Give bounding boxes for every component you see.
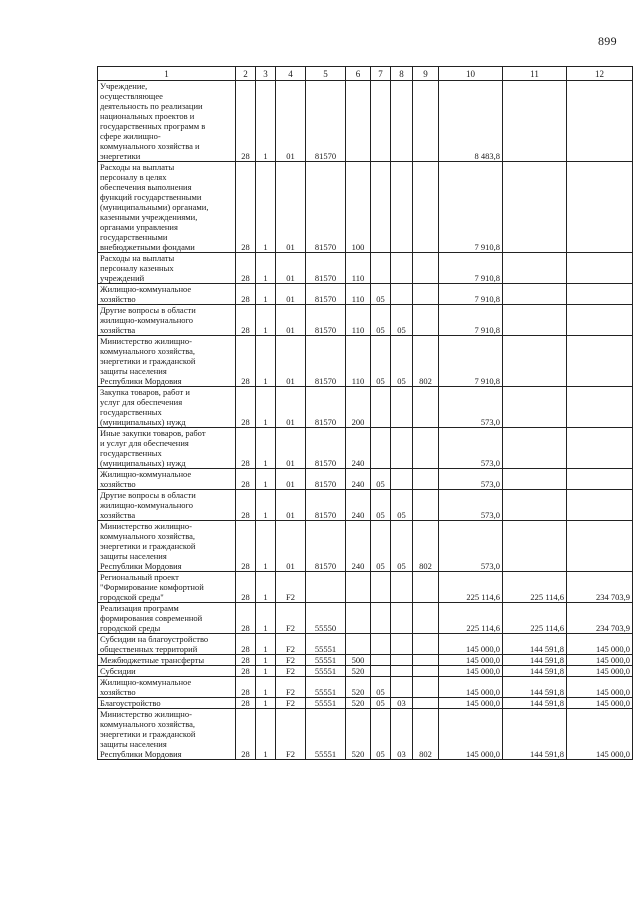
cell-c7: 05 bbox=[371, 490, 391, 521]
cell-c9 bbox=[413, 284, 439, 305]
cell-c9 bbox=[413, 490, 439, 521]
cell-c6: 110 bbox=[346, 305, 371, 336]
cell-c10: 7 910,8 bbox=[439, 253, 503, 284]
cell-c8: 05 bbox=[391, 521, 413, 572]
cell-c7: 05 bbox=[371, 677, 391, 698]
cell-c2: 28 bbox=[236, 81, 256, 162]
cell-c7: 05 bbox=[371, 305, 391, 336]
cell-c10: 225 114,6 bbox=[439, 603, 503, 634]
cell-c3: 1 bbox=[256, 490, 276, 521]
row-label: Реализация программ формирования современной городской среды bbox=[98, 603, 236, 634]
cell-c11 bbox=[503, 387, 567, 428]
cell-c6: 520 bbox=[346, 677, 371, 698]
cell-c8 bbox=[391, 387, 413, 428]
cell-c12: 145 000,0 bbox=[567, 655, 633, 666]
cell-c11 bbox=[503, 428, 567, 469]
column-header: 6 bbox=[346, 67, 371, 81]
cell-c8 bbox=[391, 655, 413, 666]
cell-c3: 1 bbox=[256, 284, 276, 305]
cell-c3: 1 bbox=[256, 387, 276, 428]
cell-c11 bbox=[503, 81, 567, 162]
cell-c5: 81570 bbox=[306, 521, 346, 572]
column-header: 8 bbox=[391, 67, 413, 81]
cell-c6 bbox=[346, 572, 371, 603]
cell-c6: 500 bbox=[346, 655, 371, 666]
cell-c12 bbox=[567, 162, 633, 253]
cell-c10: 145 000,0 bbox=[439, 666, 503, 677]
cell-c8: 05 bbox=[391, 305, 413, 336]
cell-c2: 28 bbox=[236, 336, 256, 387]
cell-c9 bbox=[413, 162, 439, 253]
cell-c3: 1 bbox=[256, 698, 276, 709]
cell-c12 bbox=[567, 81, 633, 162]
cell-c9: 802 bbox=[413, 336, 439, 387]
cell-c10: 225 114,6 bbox=[439, 572, 503, 603]
cell-c10: 145 000,0 bbox=[439, 698, 503, 709]
cell-c6: 200 bbox=[346, 387, 371, 428]
table-row bbox=[98, 162, 633, 253]
cell-c5: 55551 bbox=[306, 709, 346, 760]
cell-c10: 573,0 bbox=[439, 490, 503, 521]
page-number: 899 bbox=[598, 34, 617, 48]
cell-c8 bbox=[391, 253, 413, 284]
cell-c11: 144 591,8 bbox=[503, 698, 567, 709]
cell-c9 bbox=[413, 603, 439, 634]
cell-c11 bbox=[503, 469, 567, 490]
row-label: Министерство жилищно- коммунального хозяйства, энергетики и гражданской защиты населения Республики Мордовия bbox=[98, 336, 236, 387]
row-label: Министерство жилищно- коммунального хозяйства, энергетики и гражданской защиты населения Республики Мордовия bbox=[98, 521, 236, 572]
cell-c5: 81570 bbox=[306, 490, 346, 521]
cell-c8 bbox=[391, 162, 413, 253]
cell-c4: F2 bbox=[276, 666, 306, 677]
cell-c4: 01 bbox=[276, 521, 306, 572]
cell-c3: 1 bbox=[256, 253, 276, 284]
cell-c9 bbox=[413, 387, 439, 428]
cell-c3: 1 bbox=[256, 521, 276, 572]
cell-c6 bbox=[346, 603, 371, 634]
cell-c11 bbox=[503, 284, 567, 305]
cell-c6: 110 bbox=[346, 336, 371, 387]
column-header: 4 bbox=[276, 67, 306, 81]
cell-c11: 144 591,8 bbox=[503, 634, 567, 655]
cell-c10: 573,0 bbox=[439, 521, 503, 572]
cell-c8 bbox=[391, 677, 413, 698]
cell-c9 bbox=[413, 655, 439, 666]
row-label: Жилищно-коммунальное хозяйство bbox=[98, 284, 236, 305]
cell-c8 bbox=[391, 81, 413, 162]
row-label: Закупка товаров, работ и услуг для обеспечения государственных (муниципальных) нужд bbox=[98, 387, 236, 428]
cell-c9: 802 bbox=[413, 709, 439, 760]
cell-c2: 28 bbox=[236, 572, 256, 603]
row-label: Региональный проект "Формирование комфортной городской среды" bbox=[98, 572, 236, 603]
cell-c4: 01 bbox=[276, 253, 306, 284]
row-label: Жилищно-коммунальное хозяйство bbox=[98, 677, 236, 698]
table-row bbox=[98, 677, 633, 698]
cell-c10: 573,0 bbox=[439, 469, 503, 490]
cell-c6: 100 bbox=[346, 162, 371, 253]
table-row bbox=[98, 521, 633, 572]
cell-c2: 28 bbox=[236, 698, 256, 709]
cell-c2: 28 bbox=[236, 162, 256, 253]
table-row bbox=[98, 572, 633, 603]
cell-c10: 145 000,0 bbox=[439, 677, 503, 698]
table-row bbox=[98, 666, 633, 677]
cell-c11 bbox=[503, 521, 567, 572]
cell-c8 bbox=[391, 428, 413, 469]
row-label: Учреждение, осуществляющее деятельность по реализации национальных проектов и государственных программ в сфере жилищно- коммунального хозяйства и энергетики bbox=[98, 81, 236, 162]
cell-c7 bbox=[371, 162, 391, 253]
cell-c11 bbox=[503, 305, 567, 336]
cell-c8: 05 bbox=[391, 336, 413, 387]
cell-c6 bbox=[346, 634, 371, 655]
cell-c12 bbox=[567, 336, 633, 387]
cell-c11: 225 114,6 bbox=[503, 572, 567, 603]
cell-c10: 7 910,8 bbox=[439, 305, 503, 336]
cell-c12 bbox=[567, 305, 633, 336]
cell-c3: 1 bbox=[256, 634, 276, 655]
cell-c12 bbox=[567, 284, 633, 305]
cell-c5: 55551 bbox=[306, 666, 346, 677]
cell-c8 bbox=[391, 469, 413, 490]
cell-c4: F2 bbox=[276, 603, 306, 634]
cell-c9 bbox=[413, 698, 439, 709]
cell-c10: 145 000,0 bbox=[439, 709, 503, 760]
cell-c7 bbox=[371, 655, 391, 666]
column-header: 11 bbox=[503, 67, 567, 81]
cell-c12: 234 703,9 bbox=[567, 603, 633, 634]
cell-c8 bbox=[391, 666, 413, 677]
cell-c8 bbox=[391, 603, 413, 634]
cell-c8: 03 bbox=[391, 709, 413, 760]
cell-c11: 144 591,8 bbox=[503, 655, 567, 666]
row-label: Иные закупки товаров, работ и услуг для обеспечения государственных (муниципальных) нужд bbox=[98, 428, 236, 469]
cell-c12 bbox=[567, 428, 633, 469]
table-row bbox=[98, 336, 633, 387]
cell-c3: 1 bbox=[256, 81, 276, 162]
cell-c7 bbox=[371, 81, 391, 162]
cell-c4: 01 bbox=[276, 387, 306, 428]
cell-c5: 55551 bbox=[306, 698, 346, 709]
cell-c11: 144 591,8 bbox=[503, 666, 567, 677]
table-row bbox=[98, 490, 633, 521]
cell-c4: 01 bbox=[276, 490, 306, 521]
cell-c4: F2 bbox=[276, 698, 306, 709]
cell-c3: 1 bbox=[256, 469, 276, 490]
column-header: 7 bbox=[371, 67, 391, 81]
cell-c12: 145 000,0 bbox=[567, 698, 633, 709]
row-label: Расходы на выплаты персоналу казенных учреждений bbox=[98, 253, 236, 284]
cell-c5: 81570 bbox=[306, 284, 346, 305]
cell-c9 bbox=[413, 677, 439, 698]
cell-c5: 81570 bbox=[306, 81, 346, 162]
cell-c6: 240 bbox=[346, 490, 371, 521]
budget-table bbox=[97, 66, 633, 760]
cell-c2: 28 bbox=[236, 655, 256, 666]
row-label: Субсидии на благоустройство общественных территорий bbox=[98, 634, 236, 655]
table-row bbox=[98, 469, 633, 490]
cell-c12 bbox=[567, 253, 633, 284]
column-header: 5 bbox=[306, 67, 346, 81]
cell-c11 bbox=[503, 162, 567, 253]
cell-c5: 55551 bbox=[306, 677, 346, 698]
cell-c12 bbox=[567, 521, 633, 572]
cell-c6: 520 bbox=[346, 698, 371, 709]
table-row bbox=[98, 253, 633, 284]
cell-c5: 81570 bbox=[306, 253, 346, 284]
cell-c4: 01 bbox=[276, 336, 306, 387]
cell-c10: 573,0 bbox=[439, 428, 503, 469]
table-row bbox=[98, 655, 633, 666]
cell-c2: 28 bbox=[236, 603, 256, 634]
cell-c3: 1 bbox=[256, 655, 276, 666]
cell-c11: 144 591,8 bbox=[503, 709, 567, 760]
cell-c8: 03 bbox=[391, 698, 413, 709]
row-label: Субсидии bbox=[98, 666, 236, 677]
cell-c8: 05 bbox=[391, 490, 413, 521]
cell-c3: 1 bbox=[256, 603, 276, 634]
cell-c6: 110 bbox=[346, 253, 371, 284]
cell-c7: 05 bbox=[371, 336, 391, 387]
cell-c7: 05 bbox=[371, 698, 391, 709]
table-row bbox=[98, 387, 633, 428]
cell-c11 bbox=[503, 336, 567, 387]
cell-c9 bbox=[413, 572, 439, 603]
table-row bbox=[98, 709, 633, 760]
cell-c9 bbox=[413, 666, 439, 677]
cell-c12 bbox=[567, 469, 633, 490]
cell-c4: 01 bbox=[276, 469, 306, 490]
cell-c3: 1 bbox=[256, 666, 276, 677]
cell-c12: 145 000,0 bbox=[567, 709, 633, 760]
cell-c2: 28 bbox=[236, 305, 256, 336]
cell-c2: 28 bbox=[236, 666, 256, 677]
cell-c7 bbox=[371, 428, 391, 469]
cell-c2: 28 bbox=[236, 253, 256, 284]
table-body bbox=[98, 81, 633, 760]
cell-c9: 802 bbox=[413, 521, 439, 572]
row-label: Другие вопросы в области жилищно-коммунального хозяйства bbox=[98, 305, 236, 336]
cell-c10: 7 910,8 bbox=[439, 284, 503, 305]
cell-c3: 1 bbox=[256, 677, 276, 698]
cell-c3: 1 bbox=[256, 709, 276, 760]
cell-c5: 55551 bbox=[306, 655, 346, 666]
cell-c7: 05 bbox=[371, 709, 391, 760]
cell-c4: F2 bbox=[276, 572, 306, 603]
row-label: Межбюджетные трансферты bbox=[98, 655, 236, 666]
cell-c4: F2 bbox=[276, 634, 306, 655]
cell-c6: 240 bbox=[346, 469, 371, 490]
cell-c4: F2 bbox=[276, 655, 306, 666]
cell-c9 bbox=[413, 81, 439, 162]
cell-c5: 81570 bbox=[306, 336, 346, 387]
table-row bbox=[98, 603, 633, 634]
column-header: 12 bbox=[567, 67, 633, 81]
cell-c9 bbox=[413, 305, 439, 336]
cell-c7 bbox=[371, 603, 391, 634]
column-header: 2 bbox=[236, 67, 256, 81]
cell-c6: 110 bbox=[346, 284, 371, 305]
cell-c10: 145 000,0 bbox=[439, 634, 503, 655]
cell-c5: 81570 bbox=[306, 387, 346, 428]
cell-c7: 05 bbox=[371, 284, 391, 305]
cell-c3: 1 bbox=[256, 428, 276, 469]
cell-c10: 8 483,8 bbox=[439, 81, 503, 162]
cell-c5: 55551 bbox=[306, 634, 346, 655]
cell-c6: 240 bbox=[346, 428, 371, 469]
cell-c12: 145 000,0 bbox=[567, 666, 633, 677]
cell-c10: 7 910,8 bbox=[439, 336, 503, 387]
cell-c10: 7 910,8 bbox=[439, 162, 503, 253]
cell-c11: 144 591,8 bbox=[503, 677, 567, 698]
cell-c7 bbox=[371, 634, 391, 655]
cell-c12: 145 000,0 bbox=[567, 677, 633, 698]
cell-c4: F2 bbox=[276, 677, 306, 698]
cell-c4: 01 bbox=[276, 81, 306, 162]
column-header: 9 bbox=[413, 67, 439, 81]
cell-c9 bbox=[413, 253, 439, 284]
row-label: Благоустройство bbox=[98, 698, 236, 709]
cell-c11: 225 114,6 bbox=[503, 603, 567, 634]
cell-c4: 01 bbox=[276, 428, 306, 469]
cell-c7 bbox=[371, 253, 391, 284]
cell-c5: 81570 bbox=[306, 469, 346, 490]
cell-c9 bbox=[413, 428, 439, 469]
cell-c4: F2 bbox=[276, 709, 306, 760]
cell-c11 bbox=[503, 253, 567, 284]
cell-c2: 28 bbox=[236, 709, 256, 760]
cell-c4: 01 bbox=[276, 162, 306, 253]
cell-c2: 28 bbox=[236, 428, 256, 469]
row-label: Расходы на выплаты персоналу в целях обеспечения выполнения функций государственными (муниципальными) органами, казенными учреждениями, органами управления государственными внебюджетными фондами bbox=[98, 162, 236, 253]
cell-c12: 234 703,9 bbox=[567, 572, 633, 603]
cell-c11 bbox=[503, 490, 567, 521]
cell-c8 bbox=[391, 634, 413, 655]
cell-c8 bbox=[391, 572, 413, 603]
column-header: 10 bbox=[439, 67, 503, 81]
cell-c2: 28 bbox=[236, 387, 256, 428]
cell-c8 bbox=[391, 284, 413, 305]
cell-c3: 1 bbox=[256, 572, 276, 603]
cell-c5: 81570 bbox=[306, 428, 346, 469]
cell-c6: 240 bbox=[346, 521, 371, 572]
cell-c7: 05 bbox=[371, 521, 391, 572]
column-header: 3 bbox=[256, 67, 276, 81]
cell-c7: 05 bbox=[371, 469, 391, 490]
cell-c12 bbox=[567, 387, 633, 428]
cell-c2: 28 bbox=[236, 490, 256, 521]
cell-c3: 1 bbox=[256, 336, 276, 387]
header-row bbox=[98, 67, 633, 81]
table-row bbox=[98, 428, 633, 469]
cell-c3: 1 bbox=[256, 305, 276, 336]
cell-c5 bbox=[306, 572, 346, 603]
cell-c2: 28 bbox=[236, 284, 256, 305]
cell-c6: 520 bbox=[346, 709, 371, 760]
cell-c2: 28 bbox=[236, 521, 256, 572]
cell-c12: 145 000,0 bbox=[567, 634, 633, 655]
cell-c5: 81570 bbox=[306, 162, 346, 253]
cell-c7 bbox=[371, 572, 391, 603]
cell-c5: 81570 bbox=[306, 305, 346, 336]
table-row bbox=[98, 81, 633, 162]
table-row bbox=[98, 305, 633, 336]
table-row bbox=[98, 634, 633, 655]
cell-c2: 28 bbox=[236, 634, 256, 655]
cell-c12 bbox=[567, 490, 633, 521]
row-label: Министерство жилищно- коммунального хозяйства, энергетики и гражданской защиты населения Республики Мордовия bbox=[98, 709, 236, 760]
cell-c10: 145 000,0 bbox=[439, 655, 503, 666]
cell-c10: 573,0 bbox=[439, 387, 503, 428]
cell-c2: 28 bbox=[236, 677, 256, 698]
cell-c2: 28 bbox=[236, 469, 256, 490]
cell-c5: 55550 bbox=[306, 603, 346, 634]
column-header: 1 bbox=[98, 67, 236, 81]
table-row bbox=[98, 284, 633, 305]
cell-c7 bbox=[371, 666, 391, 677]
cell-c4: 01 bbox=[276, 284, 306, 305]
cell-c6 bbox=[346, 81, 371, 162]
cell-c6: 520 bbox=[346, 666, 371, 677]
row-label: Другие вопросы в области жилищно-коммунального хозяйства bbox=[98, 490, 236, 521]
cell-c9 bbox=[413, 469, 439, 490]
table-row bbox=[98, 698, 633, 709]
row-label: Жилищно-коммунальное хозяйство bbox=[98, 469, 236, 490]
cell-c7 bbox=[371, 387, 391, 428]
cell-c3: 1 bbox=[256, 162, 276, 253]
cell-c4: 01 bbox=[276, 305, 306, 336]
cell-c9 bbox=[413, 634, 439, 655]
